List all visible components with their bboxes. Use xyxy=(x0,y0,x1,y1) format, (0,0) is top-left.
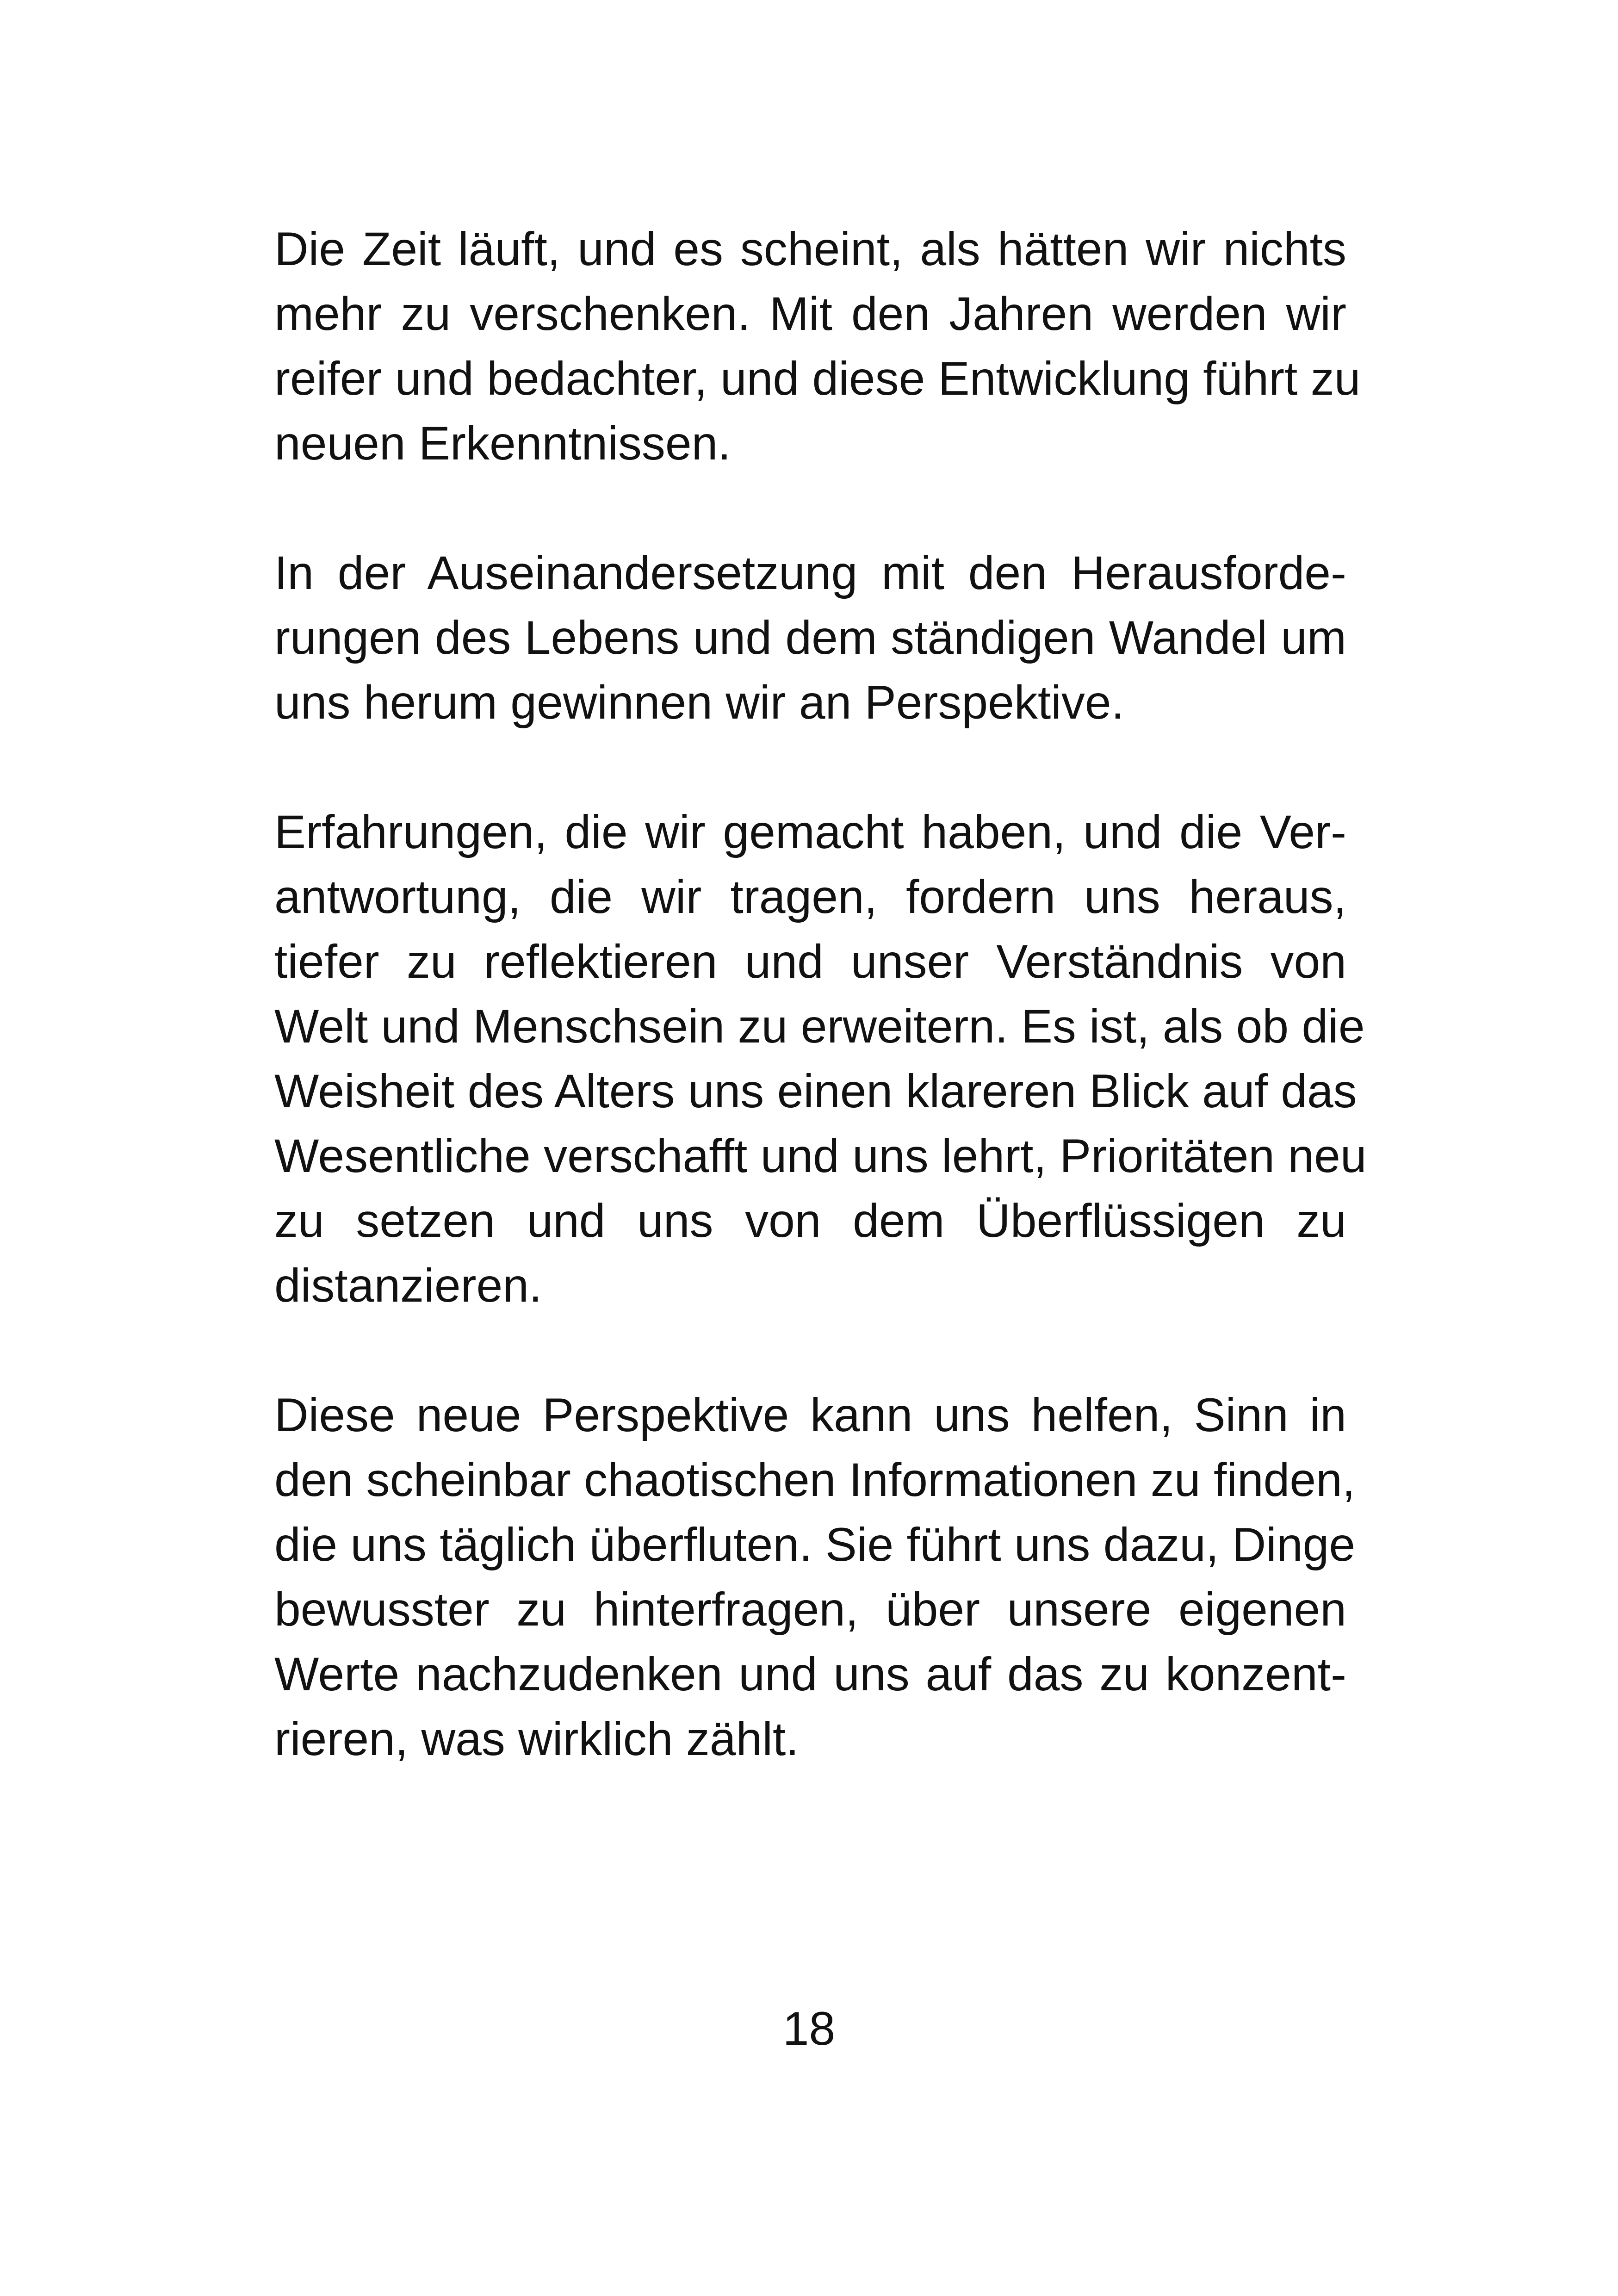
text-line: Die Zeit läuft, und es scheint, als hätten wir nichts xyxy=(274,223,1346,275)
text-line: antwortung, die wir tragen, fordern uns heraus, xyxy=(274,870,1346,923)
text-line: zu setzen und uns von dem Überflüssigen zu xyxy=(274,1194,1346,1247)
page-number: 18 xyxy=(782,2002,836,2055)
paragraph-2 xyxy=(274,540,1346,735)
body-text xyxy=(274,217,1367,1771)
text-line: den scheinbar chaotischen Informationen zu finden, xyxy=(274,1453,1356,1506)
paragraph-3 xyxy=(274,800,1367,1318)
text-line: Diese neue Perspektive kann uns helfen, Sinn in xyxy=(274,1389,1346,1441)
text-line: Weisheit des Alters uns einen klareren Blick auf das xyxy=(274,1065,1357,1117)
paragraph-1 xyxy=(274,217,1361,476)
text-line: mehr zu verschenken. Mit den Jahren werden wir xyxy=(274,287,1346,340)
text-line: In der Auseinandersetzung mit den Herausforde- xyxy=(274,546,1346,599)
text-line: Werte nachzudenken und uns auf das zu konzent- xyxy=(274,1648,1346,1700)
text-line: rieren, was wirklich zählt. xyxy=(274,1713,799,1765)
text-line: tiefer zu reflektieren und unser Verständnis von xyxy=(274,935,1346,988)
text-line: Erfahrungen, die wir gemacht haben, und die Ver- xyxy=(274,806,1346,858)
text-line: Welt und Menschsein zu erweitern. Es ist, als ob die xyxy=(274,1000,1365,1053)
paragraph-4 xyxy=(274,1383,1356,1771)
text-line: Wesentliche verschafft und uns lehrt, Prioritäten neu xyxy=(274,1129,1367,1182)
text-line: reifer und bedachter, und diese Entwicklung führt zu xyxy=(274,352,1361,405)
text-line: die uns täglich überfluten. Sie führt uns dazu, Dinge xyxy=(274,1518,1356,1571)
text-line: uns herum gewinnen wir an Perspektive. xyxy=(274,676,1124,729)
text-line: bewusster zu hinterfragen, über unsere eigenen xyxy=(274,1583,1346,1636)
text-line: distanzieren. xyxy=(274,1259,542,1312)
text-line: rungen des Lebens und dem ständigen Wandel um xyxy=(274,611,1346,664)
text-line: neuen Erkenntnissen. xyxy=(274,417,731,470)
